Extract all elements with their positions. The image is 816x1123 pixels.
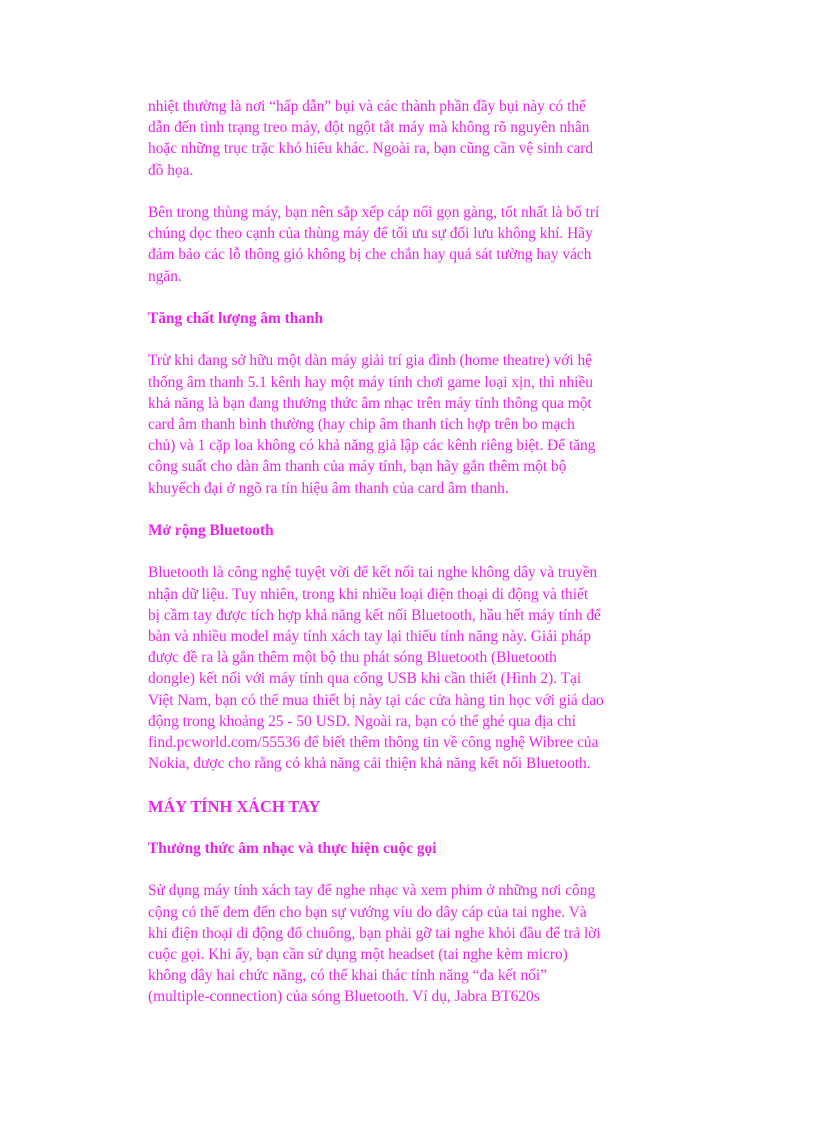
text-line: khả năng là bạn đang thưởng thức âm nhạc trên máy tính thông qua một <box>148 394 592 412</box>
text-line: card âm thanh bình thường (hay chip âm thanh tích hợp trên bo mạch <box>148 416 575 433</box>
text-line: bàn và nhiều model máy tính xách tay lại thiếu tính năng này. Giải pháp <box>148 628 592 645</box>
text-line: Sử dụng máy tính xách tay để nghe nhạc và xem phim ở những nơi công <box>148 882 596 900</box>
text-line: khuyếch đại ở ngõ ra tín hiệu âm thanh của card âm thanh. <box>148 479 509 497</box>
text-line: ngăn. <box>148 267 182 285</box>
paragraph <box>148 202 678 287</box>
text-line: Việt Nam, bạn có thể mua thiết bị này tại các cửa hàng tin học với giá dao <box>148 691 604 709</box>
text-line: công suất cho dàn âm thanh của máy tính, bạn hãy gắn thêm một bộ <box>148 458 567 476</box>
text-line: find.pcworld.com/55536 để biết thêm thông tin về công nghệ Wibree của <box>148 734 599 752</box>
text-line: nhiệt thường là nơi “hấp dẫn” bụi và các thành phần đầy bụi này có thể <box>148 98 586 115</box>
text-line: Nokia, được cho rằng có khả năng cải thiện khả năng kết nối Bluetooth. <box>148 755 591 773</box>
text-line: khi điện thoại di động đổ chuông, bạn phải gỡ tai nghe khỏi đầu để trả lời <box>148 924 601 942</box>
text-line: nhận dữ liệu. Tuy nhiên, trong khi nhiều loại điện thoại di động và thiết <box>148 585 589 603</box>
text-line: chúng dọc theo cạnh của thùng máy để tối ưu sự đối lưu không khí. Hãy <box>148 225 593 243</box>
text-line: dongle) kết nối với máy tính qua cổng USB khi cần thiết (Hình 2). Tại <box>148 670 582 688</box>
text-line: không dây hai chức năng, có thể khai thác tính năng “đa kết nối” <box>148 967 547 985</box>
text-line: thống âm thanh 5.1 kênh hay một máy tính chơi game loại xịn, thì nhiều <box>148 373 593 391</box>
text-line: hoặc những trục trặc khó hiểu khác. Ngoài ra, bạn cũng cần vệ sinh card <box>148 140 594 158</box>
text-line: được đề ra là gắn thêm một bộ thu phát sóng Bluetooth (Bluetooth <box>148 649 557 667</box>
subheading: Thưởng thức âm nhạc và thực hiện cuộc gọi <box>148 840 437 857</box>
section-title: MÁY TÍNH XÁCH TAY <box>148 796 321 816</box>
text-line: động trong khoảng 25 - 50 USD. Ngoài ra, bạn có thể ghé qua địa chỉ <box>148 712 576 730</box>
text-line: Bên trong thùng máy, bạn nên sắp xếp cáp nối gọn gàng, tốt nhất là bố trí <box>148 204 600 221</box>
subheading: Mở rộng Bluetooth <box>148 522 274 539</box>
text-line: bị cầm tay được tích hợp khả năng kết nối Bluetooth, hầu hết máy tính để <box>148 606 601 624</box>
paragraph <box>148 880 678 1007</box>
text-line: (multiple-connection) của sóng Bluetooth. Ví dụ, Jabra BT620s <box>148 988 540 1006</box>
text-line: chủ) và 1 cặp loa không có khả năng giả lập các kênh riêng biệt. Để tăng <box>148 437 596 455</box>
text-line: cộng có thể đem đến cho bạn sự vướng víu do dây cáp của tai nghe. Và <box>148 903 587 921</box>
text-line: Trừ khi đang sở hữu một dàn máy giải trí gia đình (home theatre) với hệ <box>148 352 593 370</box>
paragraph <box>148 350 678 498</box>
text-line: đồ họa. <box>148 161 194 179</box>
text-line: dẫn đến tình trạng treo máy, đột ngột tắt máy mà không rõ nguyên nhân <box>148 119 590 137</box>
text-line: đảm bảo các lỗ thông gió không bị che chắn hay quá sát tường hay vách <box>148 246 592 264</box>
paragraph <box>148 96 678 181</box>
subheading: Tăng chất lượng âm thanh <box>148 310 324 327</box>
text-line: Bluetooth là công nghệ tuyệt vời để kết nối tai nghe không dây và truyền <box>148 564 598 582</box>
document-page <box>148 96 678 1029</box>
text-line: cuộc gọi. Khi ấy, bạn cần sử dụng một headset (tai nghe kèm micro) <box>148 946 568 963</box>
paragraph <box>148 562 678 774</box>
